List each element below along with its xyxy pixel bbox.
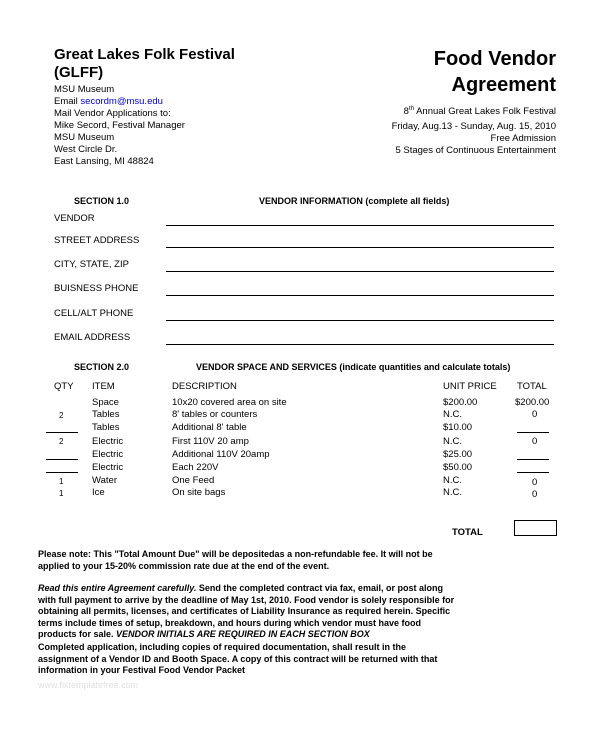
email-label: Email (54, 96, 78, 107)
section1-label: SECTION 1.0 (74, 196, 130, 206)
row1-description: 10x20 covered area on site (172, 397, 287, 408)
col-description: DESCRIPTION (172, 381, 237, 392)
row3-unit-price: $10.00 (443, 422, 473, 433)
section2-label: SECTION 2.0 (74, 362, 130, 372)
row2-description: 8' tables or counters (172, 409, 258, 420)
admission-line: Free Admission (490, 133, 556, 144)
row6-unit-price: $50.00 (443, 462, 473, 473)
row4-item: Electric (92, 436, 124, 447)
completion-note: Completed application, including copies of required documentation, shall result in the assignment of a Vendor ID and Booth Space. A copy of this contract will be returned with that information in your Festival Food Vendor Packet (38, 642, 438, 675)
city-state-zip-label: CITY, STATE, ZIP (54, 259, 129, 270)
address-line-1: MSU Museum (54, 132, 115, 143)
vendor-label: VENDOR (54, 213, 95, 224)
row4-total: 0 (532, 436, 538, 447)
museum-line: MSU Museum (54, 84, 115, 95)
total-amount-box[interactable] (514, 520, 557, 536)
street-address-label: STREET ADDRESS (54, 235, 140, 246)
row6-qty-line[interactable] (46, 472, 78, 473)
mail-to-line: Mail Vendor Applications to: (54, 108, 171, 119)
row6-description: Each 220V (172, 462, 219, 473)
manager-line: Mike Secord, Festival Manager (54, 120, 185, 131)
row5-item: Electric (92, 449, 124, 460)
stages-line: 5 Stages of Continuous Entertainment (395, 145, 556, 156)
email-link[interactable]: secordm@msu.edu (80, 96, 163, 107)
address-line-3: East Lansing, MI 48824 (54, 156, 154, 167)
row2-total: 0 (532, 409, 538, 420)
deposit-note: Please note: This "Total Amount Due" will be depositedas a non-refundable fee. It will not be applied to your 15-20% commission rate due at the end of the event. (38, 549, 433, 571)
row6-item: Electric (92, 462, 124, 473)
row2-unit-price: N.C. (443, 409, 462, 420)
cell-phone-input-line[interactable] (166, 320, 554, 321)
col-item: ITEM (92, 381, 115, 392)
email-address-input-line[interactable] (166, 344, 554, 345)
row4-unit-price: N.C. (443, 436, 462, 447)
row7-unit-price: N.C. (443, 475, 462, 486)
row5-qty-line[interactable] (46, 459, 78, 460)
section2-heading: VENDOR SPACE AND SERVICES (indicate quantities and calculate totals) (196, 362, 511, 372)
row7-item: Water (92, 475, 117, 486)
total-label: TOTAL (452, 527, 483, 538)
section1-heading: VENDOR INFORMATION (complete all fields) (259, 196, 450, 206)
row8-item: Ice (92, 487, 105, 498)
row1-total: $200.00 (515, 397, 550, 408)
email-line (54, 96, 185, 108)
row1-item: Space (92, 397, 119, 408)
row8-total: 0 (532, 489, 538, 500)
row8-description: On site bags (172, 487, 226, 498)
row7-qty[interactable]: 1 (59, 477, 64, 486)
row5-total-line[interactable] (517, 459, 549, 460)
row7-total: 0 (532, 477, 538, 488)
row6-total-line[interactable] (517, 472, 549, 473)
row5-unit-price: $25.00 (443, 449, 473, 460)
row3-item: Tables (92, 422, 120, 433)
city-state-zip-input-line[interactable] (166, 271, 554, 272)
document-title-line1: Food Vendor (433, 48, 556, 70)
cell-phone-label: CELL/ALT PHONE (54, 308, 134, 319)
row2-qty[interactable]: 2 (59, 411, 64, 420)
row8-qty[interactable]: 1 (59, 489, 64, 498)
col-total: TOTAL (517, 381, 547, 392)
row5-description: Additional 110V 20amp (172, 449, 270, 460)
document-title-line2: Agreement (451, 74, 556, 96)
organization-abbrev: (GLFF) (54, 64, 104, 81)
row2-item: Tables (92, 409, 120, 420)
watermark-text: www.fixtemplatefree.com (38, 680, 139, 690)
business-phone-label: BUISNESS PHONE (54, 283, 139, 294)
vendor-input-line[interactable] (166, 225, 554, 226)
address-line-2: West Circle Dr. (54, 144, 118, 155)
organization-name: Great Lakes Folk Festival (54, 46, 235, 63)
col-qty: QTY (54, 381, 74, 392)
row3-total-line[interactable] (517, 432, 549, 433)
dates-line: Friday, Aug.13 - Sunday, Aug. 15, 2010 (391, 121, 556, 132)
business-phone-input-line[interactable] (166, 295, 554, 296)
row1-unit-price: $200.00 (443, 397, 478, 408)
agreement-note: Read this entire Agreement carefully. Send the completed contract via fax, email, or post along with full payment to arrive by the deadline of May 1st, 2010. Food vendor is solely responsible for obtaining all permits, licenses, and certificates of Liability Insurance as required herein. Specific terms include times of setup, breakdown, and hours during which vendor must have food products for sale. VENDOR INITIALS ARE REQUIRED IN EACH SECTION BOX (38, 583, 455, 639)
row3-description: Additional 8' table (172, 422, 247, 433)
row4-description: First 110V 20 amp (172, 436, 249, 447)
row7-description: One Feed (172, 475, 215, 486)
row4-qty[interactable]: 2 (59, 437, 64, 446)
email-address-label: EMAIL ADDRESS (54, 332, 131, 343)
row3-qty-line[interactable] (46, 432, 78, 433)
row8-unit-price: N.C. (443, 487, 462, 498)
street-address-input-line[interactable] (166, 247, 554, 248)
col-unit-price: UNIT PRICE (443, 381, 497, 392)
contact-block (54, 84, 185, 168)
annual-line: 8th Annual Great Lakes Folk Festival (403, 106, 556, 118)
